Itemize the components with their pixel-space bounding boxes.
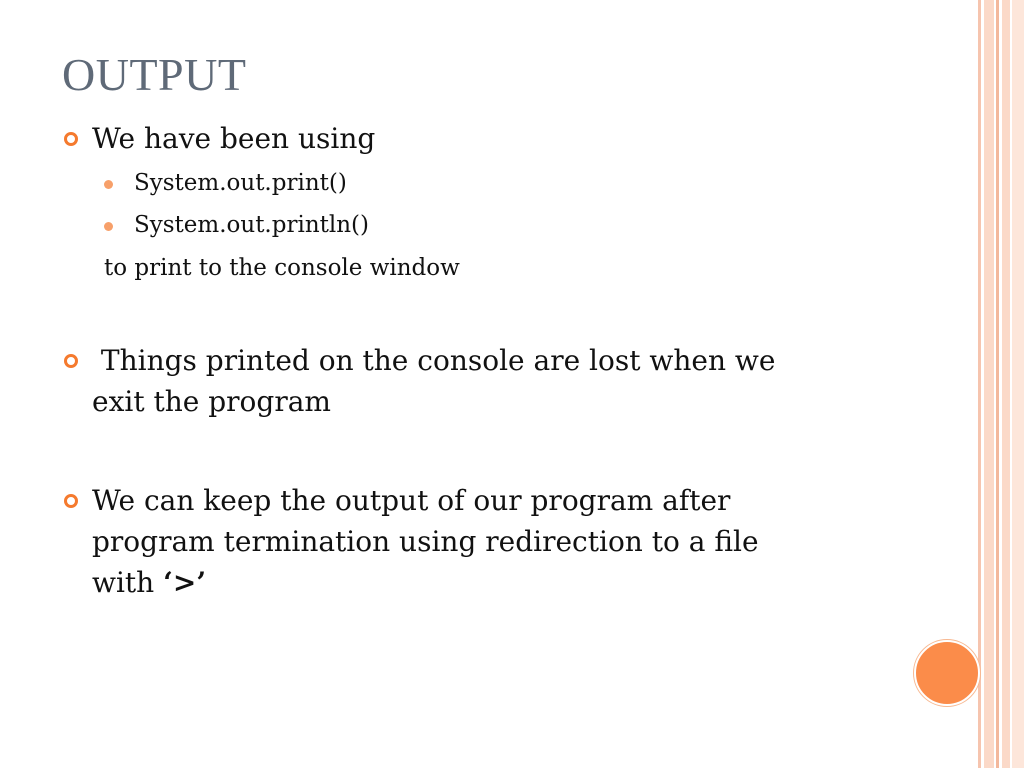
dot-bullet-icon — [104, 180, 113, 189]
bullet-text — [92, 480, 759, 603]
ring-bullet-icon — [64, 494, 78, 508]
sub-bullet-text: System.out.println() — [134, 212, 369, 238]
sub-bullet-text: System.out.print() — [134, 170, 347, 196]
decorative-stripe — [996, 0, 999, 768]
ring-bullet-icon — [64, 354, 78, 368]
decorative-stripe — [1002, 0, 1010, 768]
ring-bullet-icon — [64, 132, 78, 146]
bullet-line: program termination using redirection to a file — [92, 525, 759, 558]
decorative-stripe — [984, 0, 994, 768]
decorative-stripe — [1012, 0, 1024, 768]
bullet-line: exit the program — [92, 385, 331, 418]
continuation-text: to print to the console window — [104, 255, 460, 281]
bullet-text — [92, 340, 775, 422]
dot-bullet-icon — [104, 222, 113, 231]
bullet-line: Things printed on the console are lost when we — [92, 344, 776, 377]
accent-circle — [914, 640, 980, 706]
bullet-line: with — [92, 566, 164, 599]
slide-title: OUTPUT — [62, 49, 247, 100]
decorative-stripe — [978, 0, 981, 768]
bullet-text: We have been using — [92, 122, 376, 155]
bullet-line: We can keep the output of our program after — [92, 484, 731, 517]
redirect-operator: ‘>’ — [163, 566, 207, 599]
